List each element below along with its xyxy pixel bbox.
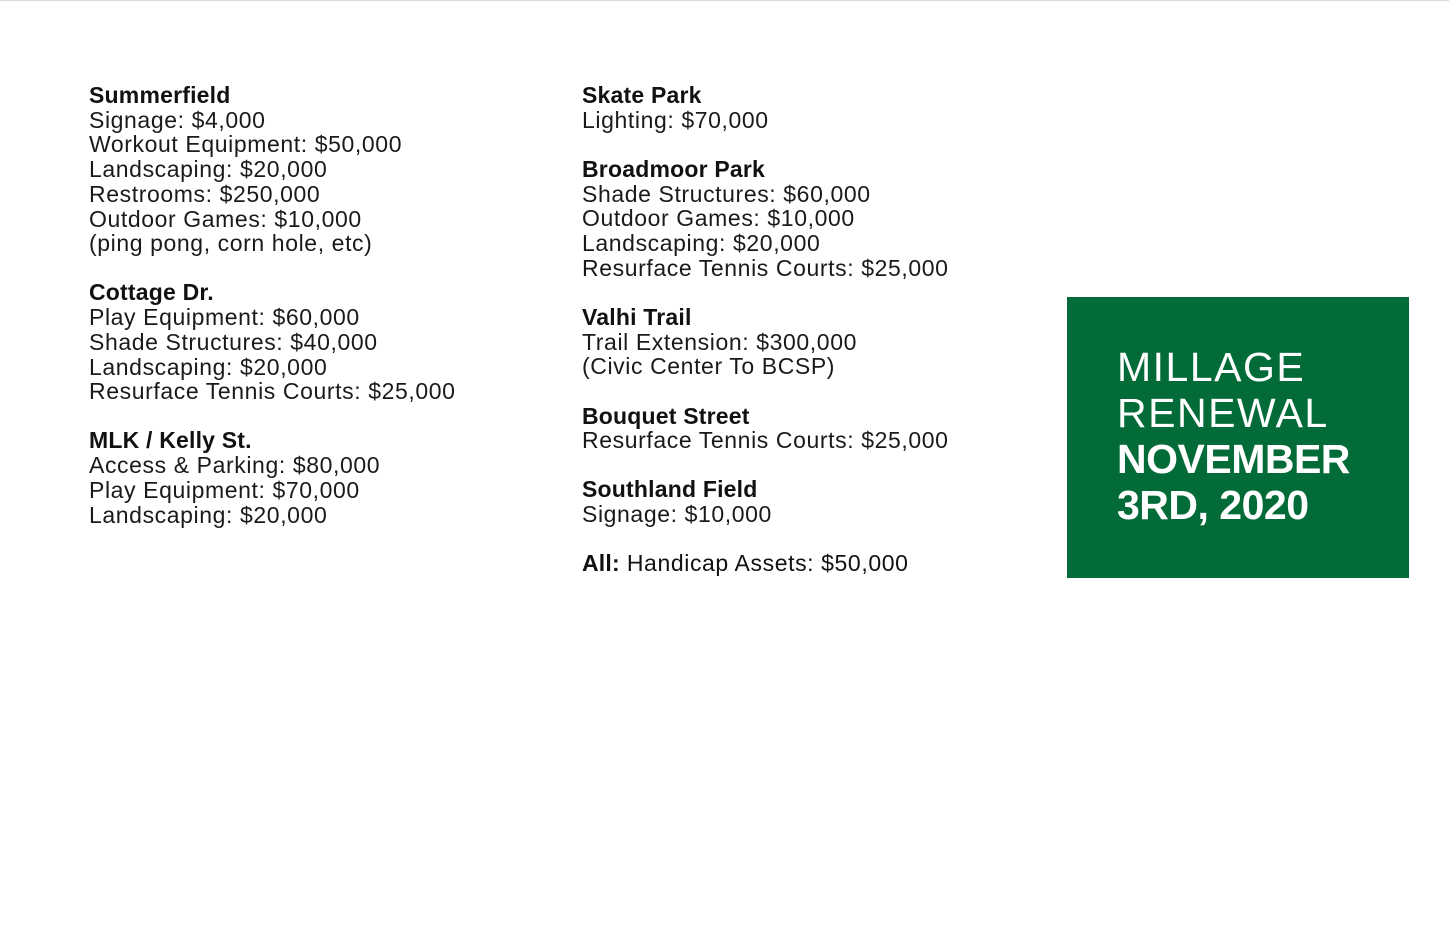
list-item: Restrooms: $250,000: [89, 180, 321, 207]
list-item: Landscaping: $20,000: [89, 353, 328, 380]
list-item: Trail Extension: $300,000: [582, 328, 857, 355]
all-label: All:: [582, 550, 620, 577]
left-column: [89, 83, 559, 527]
list-item: Landscaping: $20,000: [582, 230, 821, 257]
section-title: Cottage Dr.: [89, 279, 214, 306]
section-title: Valhi Trail: [582, 303, 692, 330]
section-cottage-dr: [89, 280, 559, 404]
section-title: Bouquet Street: [582, 402, 750, 429]
list-item: Workout Equipment: $50,000: [89, 131, 403, 158]
list-item: Resurface Tennis Courts: $25,000: [582, 427, 949, 454]
all-parks-line: [582, 551, 1052, 576]
list-item: (Civic Center To BCSP): [582, 353, 836, 380]
list-item: Play Equipment: $60,000: [89, 304, 360, 331]
banner-line-renewal: RENEWAL: [1117, 390, 1329, 436]
list-item: Signage: $10,000: [582, 501, 772, 528]
section-bouquet-street: [582, 404, 1052, 453]
banner-text: [1117, 344, 1350, 528]
section-title: MLK / Kelly St.: [89, 427, 252, 454]
section-summerfield: [89, 83, 559, 256]
all-text: Handicap Assets: $50,000: [619, 550, 909, 577]
list-item: Access & Parking: $80,000: [89, 452, 381, 479]
list-item: Play Equipment: $70,000: [89, 476, 360, 503]
list-item: Resurface Tennis Courts: $25,000: [89, 378, 456, 405]
section-title: Southland Field: [582, 476, 758, 503]
middle-column: [582, 83, 1052, 576]
list-item: Landscaping: $20,000: [89, 156, 328, 183]
list-item: Signage: $4,000: [89, 106, 266, 133]
section-valhi-trail: [582, 305, 1052, 379]
section-southland-field: [582, 477, 1052, 526]
section-title: Skate Park: [582, 82, 702, 108]
section-broadmoor-park: [582, 157, 1052, 281]
list-item: Outdoor Games: $10,000: [89, 205, 362, 232]
section-mlk-kelly: [89, 428, 559, 527]
section-skate-park: [582, 83, 1052, 132]
list-item: Shade Structures: $60,000: [582, 180, 871, 207]
millage-renewal-banner: [1067, 297, 1409, 578]
banner-line-millage: MILLAGE: [1117, 344, 1306, 390]
banner-line-month: NOVEMBER: [1117, 436, 1350, 482]
list-item: Landscaping: $20,000: [89, 501, 328, 528]
list-item: Outdoor Games: $10,000: [582, 205, 855, 232]
section-title: Summerfield: [89, 82, 231, 108]
list-item: (ping pong, corn hole, etc): [89, 230, 373, 257]
banner-line-date: 3RD, 2020: [1117, 482, 1309, 528]
list-item: Resurface Tennis Courts: $25,000: [582, 254, 949, 281]
section-title: Broadmoor Park: [582, 155, 766, 182]
top-divider: [0, 0, 1449, 1]
list-item: Lighting: $70,000: [582, 106, 769, 133]
list-item: Shade Structures: $40,000: [89, 328, 378, 355]
